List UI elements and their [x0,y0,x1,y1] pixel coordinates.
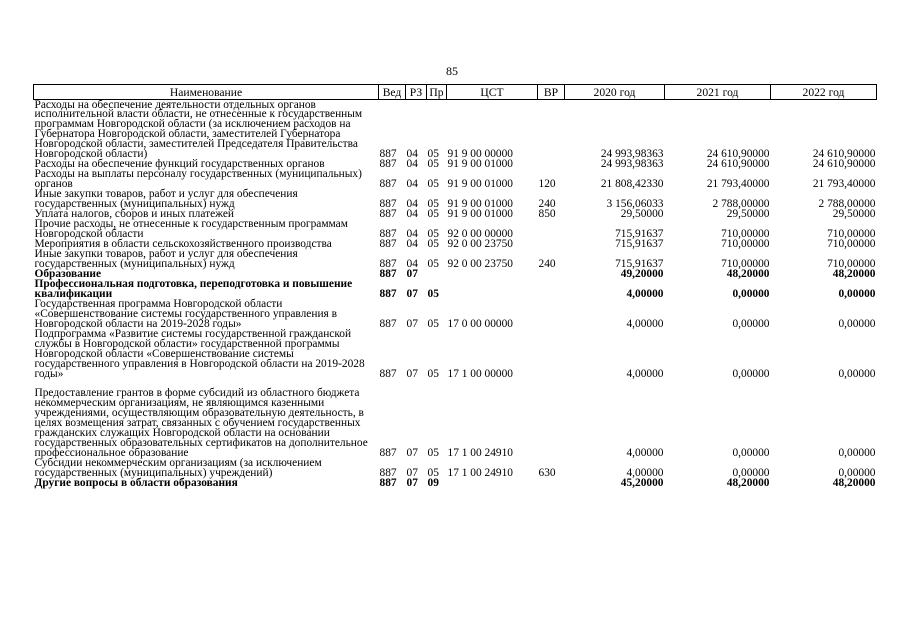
row-rz: 07 [406,446,418,459]
row-2021: 21 793,40000 [706,178,770,191]
row-2022: 0,00000 [838,446,876,459]
row-2021: 24 610,90000 [706,158,770,171]
row-2020: 715,91637 [615,228,664,241]
row-pr: 05 [427,208,439,221]
row-ved: 887 [379,178,397,191]
row-name: Расходы на обеспечение функций государственных органов [34,158,325,171]
row-pr [427,270,447,280]
row-2021: 0,00000 [732,288,770,301]
table-row [34,170,877,190]
row-name: Расходы на выплаты персоналу государственных (муниципальных) органов [34,168,362,191]
row-cst: 91 9 00 01000 [447,178,513,191]
row-pr: 05 [427,258,439,271]
row-ved: 887 [379,288,397,301]
row-pr: 05 [427,148,439,161]
row-2021: 29,50000 [726,208,770,221]
row-name: Субсидии некоммерческим организациям (за исключением государственных (муниципальных) учреждений) [34,456,322,479]
table-row [34,300,877,330]
table-row [34,190,877,210]
row-2021: 710,00000 [721,258,770,271]
header-2022: 2022 год [771,85,877,100]
row-vr: 120 [538,178,556,191]
row-2022: 24 610,90000 [812,148,876,161]
row-2022: 2 788,00000 [818,198,876,211]
row-name: Государственная программа Новгородской области «Совершенствование системы государственного управления в Новгородской области на 2019-2028 годы» [34,298,338,331]
row-name: Расходы на обеспечение деятельности отдельных органов исполнительной власти области, не отнесенные к государственным программам Новгородской области (за исключением расходов на Губернатора Новгородской области, заместителей Губернатора Новгородской области, заместителей Председателя Правительства Новгородской области) [34,98,363,161]
row-vr [538,100,565,161]
row-2020: 4,00000 [626,318,664,331]
row-2020: 45,20000 [620,476,664,489]
row-pr: 05 [427,158,439,171]
row-ved: 887 [379,228,397,241]
row-rz: 04 [406,228,418,241]
row-2021: 710,00000 [721,228,770,241]
table-row [34,380,877,459]
row-2020: 715,91637 [615,238,664,251]
row-vr [538,330,565,380]
row-name: Иные закупки товаров, работ и услуг для обеспечения государственных (муниципальных) нужд [34,248,298,271]
row-vr [538,270,565,280]
table-row [34,280,877,300]
row-ved: 887 [379,158,397,171]
row-pr: 05 [427,228,439,241]
row-2021: 0,00000 [732,367,770,380]
row-2020: 24 993,98363 [600,158,664,171]
row-2020: 715,91637 [615,258,664,271]
row-name: Образование [34,268,102,281]
row-2020: 21 808,42330 [600,178,664,191]
table-row [34,100,877,161]
row-2021: 24 610,90000 [706,148,770,161]
row-pr: 05 [427,178,439,191]
header-vr: ВР [538,85,565,100]
row-rz: 07 [406,268,418,281]
row-2020: 24 993,98363 [600,148,664,161]
row-vr [538,220,565,240]
row-name: Предоставление грантов в форме субсидий из областного бюджета некоммерческим организациям, не являющимся казенными учреждениями, осуществляющим образовательную деятельность, в целях возмещения затрат, связанных с обучением государственных гражданских служащих Новгородской области на основании государственных образовательных сертификатов на дополнительное профессиональное образование [34,387,368,459]
row-rz: 04 [406,178,418,191]
row-ved: 887 [379,268,397,281]
row-2020: 29,50000 [620,208,664,221]
row-2020: 49,20000 [620,268,664,281]
row-vr [538,240,565,250]
row-2021: 2 788,00000 [712,198,770,211]
page-number: 85 [446,64,458,78]
row-name: Профессиональная подготовка, переподготовка и повышение квалификации [34,278,353,301]
row-name: Подпрограмма «Развитие системы государственной гражданской службы в Новгородской области» государственной программы Новгородской области «Совершенствование системы государственного управления в Новгородской области на 2019-2028 годы» [34,328,365,380]
row-cst: 91 9 00 00000 [447,148,513,161]
row-vr: 850 [538,208,556,221]
row-cst [447,479,538,489]
row-rz: 04 [406,208,418,221]
row-ved: 887 [379,238,397,251]
row-rz: 07 [406,476,418,489]
row-cst: 92 0 00 23750 [447,258,513,271]
row-2022: 48,20000 [832,476,876,489]
row-2020: 4,00000 [626,367,664,380]
row-vr [538,280,565,300]
row-vr: 240 [538,198,556,211]
table-row [34,250,877,270]
row-rz: 07 [406,367,418,380]
row-vr: 240 [538,258,556,271]
row-cst: 17 1 00 00000 [447,367,513,380]
row-2021: 0,00000 [732,466,770,479]
row-rz: 04 [406,158,418,171]
row-2021: 48,20000 [726,268,770,281]
row-2021: 0,00000 [732,446,770,459]
row-cst: 91 9 00 01000 [447,208,513,221]
row-2022: 710,00000 [827,258,876,271]
row-2021: 710,00000 [721,238,770,251]
row-name: Прочие расходы, не отнесенные к государственным программам Новгородской области [34,218,348,241]
row-2022: 48,20000 [832,268,876,281]
row-vr [538,380,565,459]
row-ved: 887 [379,476,397,489]
row-ved: 887 [379,208,397,221]
table-row [34,220,877,240]
row-2022: 710,00000 [827,238,876,251]
header-cst: ЦСТ [447,85,538,100]
row-2022: 0,00000 [838,288,876,301]
row-2022: 21 793,40000 [812,178,876,191]
row-cst: 17 1 00 24910 [447,466,513,479]
row-ved: 887 [379,466,397,479]
row-2022: 0,00000 [838,367,876,380]
header-name: Наименование [34,85,379,100]
header-pr: Пр [427,85,447,100]
header-ved: Вед [379,85,406,100]
row-pr: 05 [427,466,439,479]
row-2022: 0,00000 [838,318,876,331]
row-rz: 04 [406,258,418,271]
row-ved: 887 [379,367,397,380]
row-rz: 04 [406,238,418,251]
row-pr: 05 [427,238,439,251]
row-rz: 07 [406,288,418,301]
row-2020: 4,00000 [626,446,664,459]
table-row [34,459,877,479]
row-cst: 92 0 00 00000 [447,228,513,241]
row-pr: 05 [427,288,439,301]
row-2020: 3 156,06033 [606,198,664,211]
budget-table [33,84,877,489]
row-2020: 4,00000 [626,466,664,479]
row-ved: 887 [379,198,397,211]
row-2022: 710,00000 [827,228,876,241]
row-pr: 05 [427,367,439,380]
row-cst [447,270,538,280]
header-rz: РЗ [406,85,427,100]
row-name: Уплата налогов, сборов и иных платежей [34,208,234,221]
row-rz: 04 [406,198,418,211]
row-cst: 91 9 00 01000 [447,158,513,171]
row-ved: 887 [379,318,397,331]
row-name: Мероприятия в области сельскохозяйственного производства [34,238,332,251]
row-name: Иные закупки товаров, работ и услуг для обеспечения государственных (муниципальных) нужд [34,188,298,211]
row-vr: 630 [538,466,556,479]
row-ved: 887 [379,148,397,161]
row-2021: 48,20000 [726,476,770,489]
row-2021: 0,00000 [732,318,770,331]
header-2021: 2021 год [665,85,771,100]
row-rz: 07 [406,318,418,331]
row-name: Другие вопросы в области образования [34,476,238,489]
table-row [34,330,877,380]
table-header-row [34,85,877,100]
row-pr: 05 [427,318,439,331]
row-ved: 887 [379,258,397,271]
header-2020: 2020 год [565,85,665,100]
row-ved: 887 [379,446,397,459]
row-pr: 05 [427,198,439,211]
row-cst [447,280,538,300]
row-2022: 29,50000 [832,208,876,221]
row-2022: 24 610,90000 [812,158,876,171]
row-cst: 92 0 00 23750 [447,238,513,251]
row-cst: 17 0 00 00000 [447,318,513,331]
row-rz: 07 [406,466,418,479]
row-rz: 04 [406,148,418,161]
row-vr [538,479,565,489]
row-vr [538,160,565,170]
row-vr [538,300,565,330]
row-cst: 17 1 00 24910 [447,446,513,459]
row-2020: 4,00000 [626,288,664,301]
row-2022: 0,00000 [838,466,876,479]
row-pr: 09 [427,476,439,489]
row-pr: 05 [427,446,439,459]
table-row [34,479,877,489]
row-cst: 91 9 00 01000 [447,198,513,211]
